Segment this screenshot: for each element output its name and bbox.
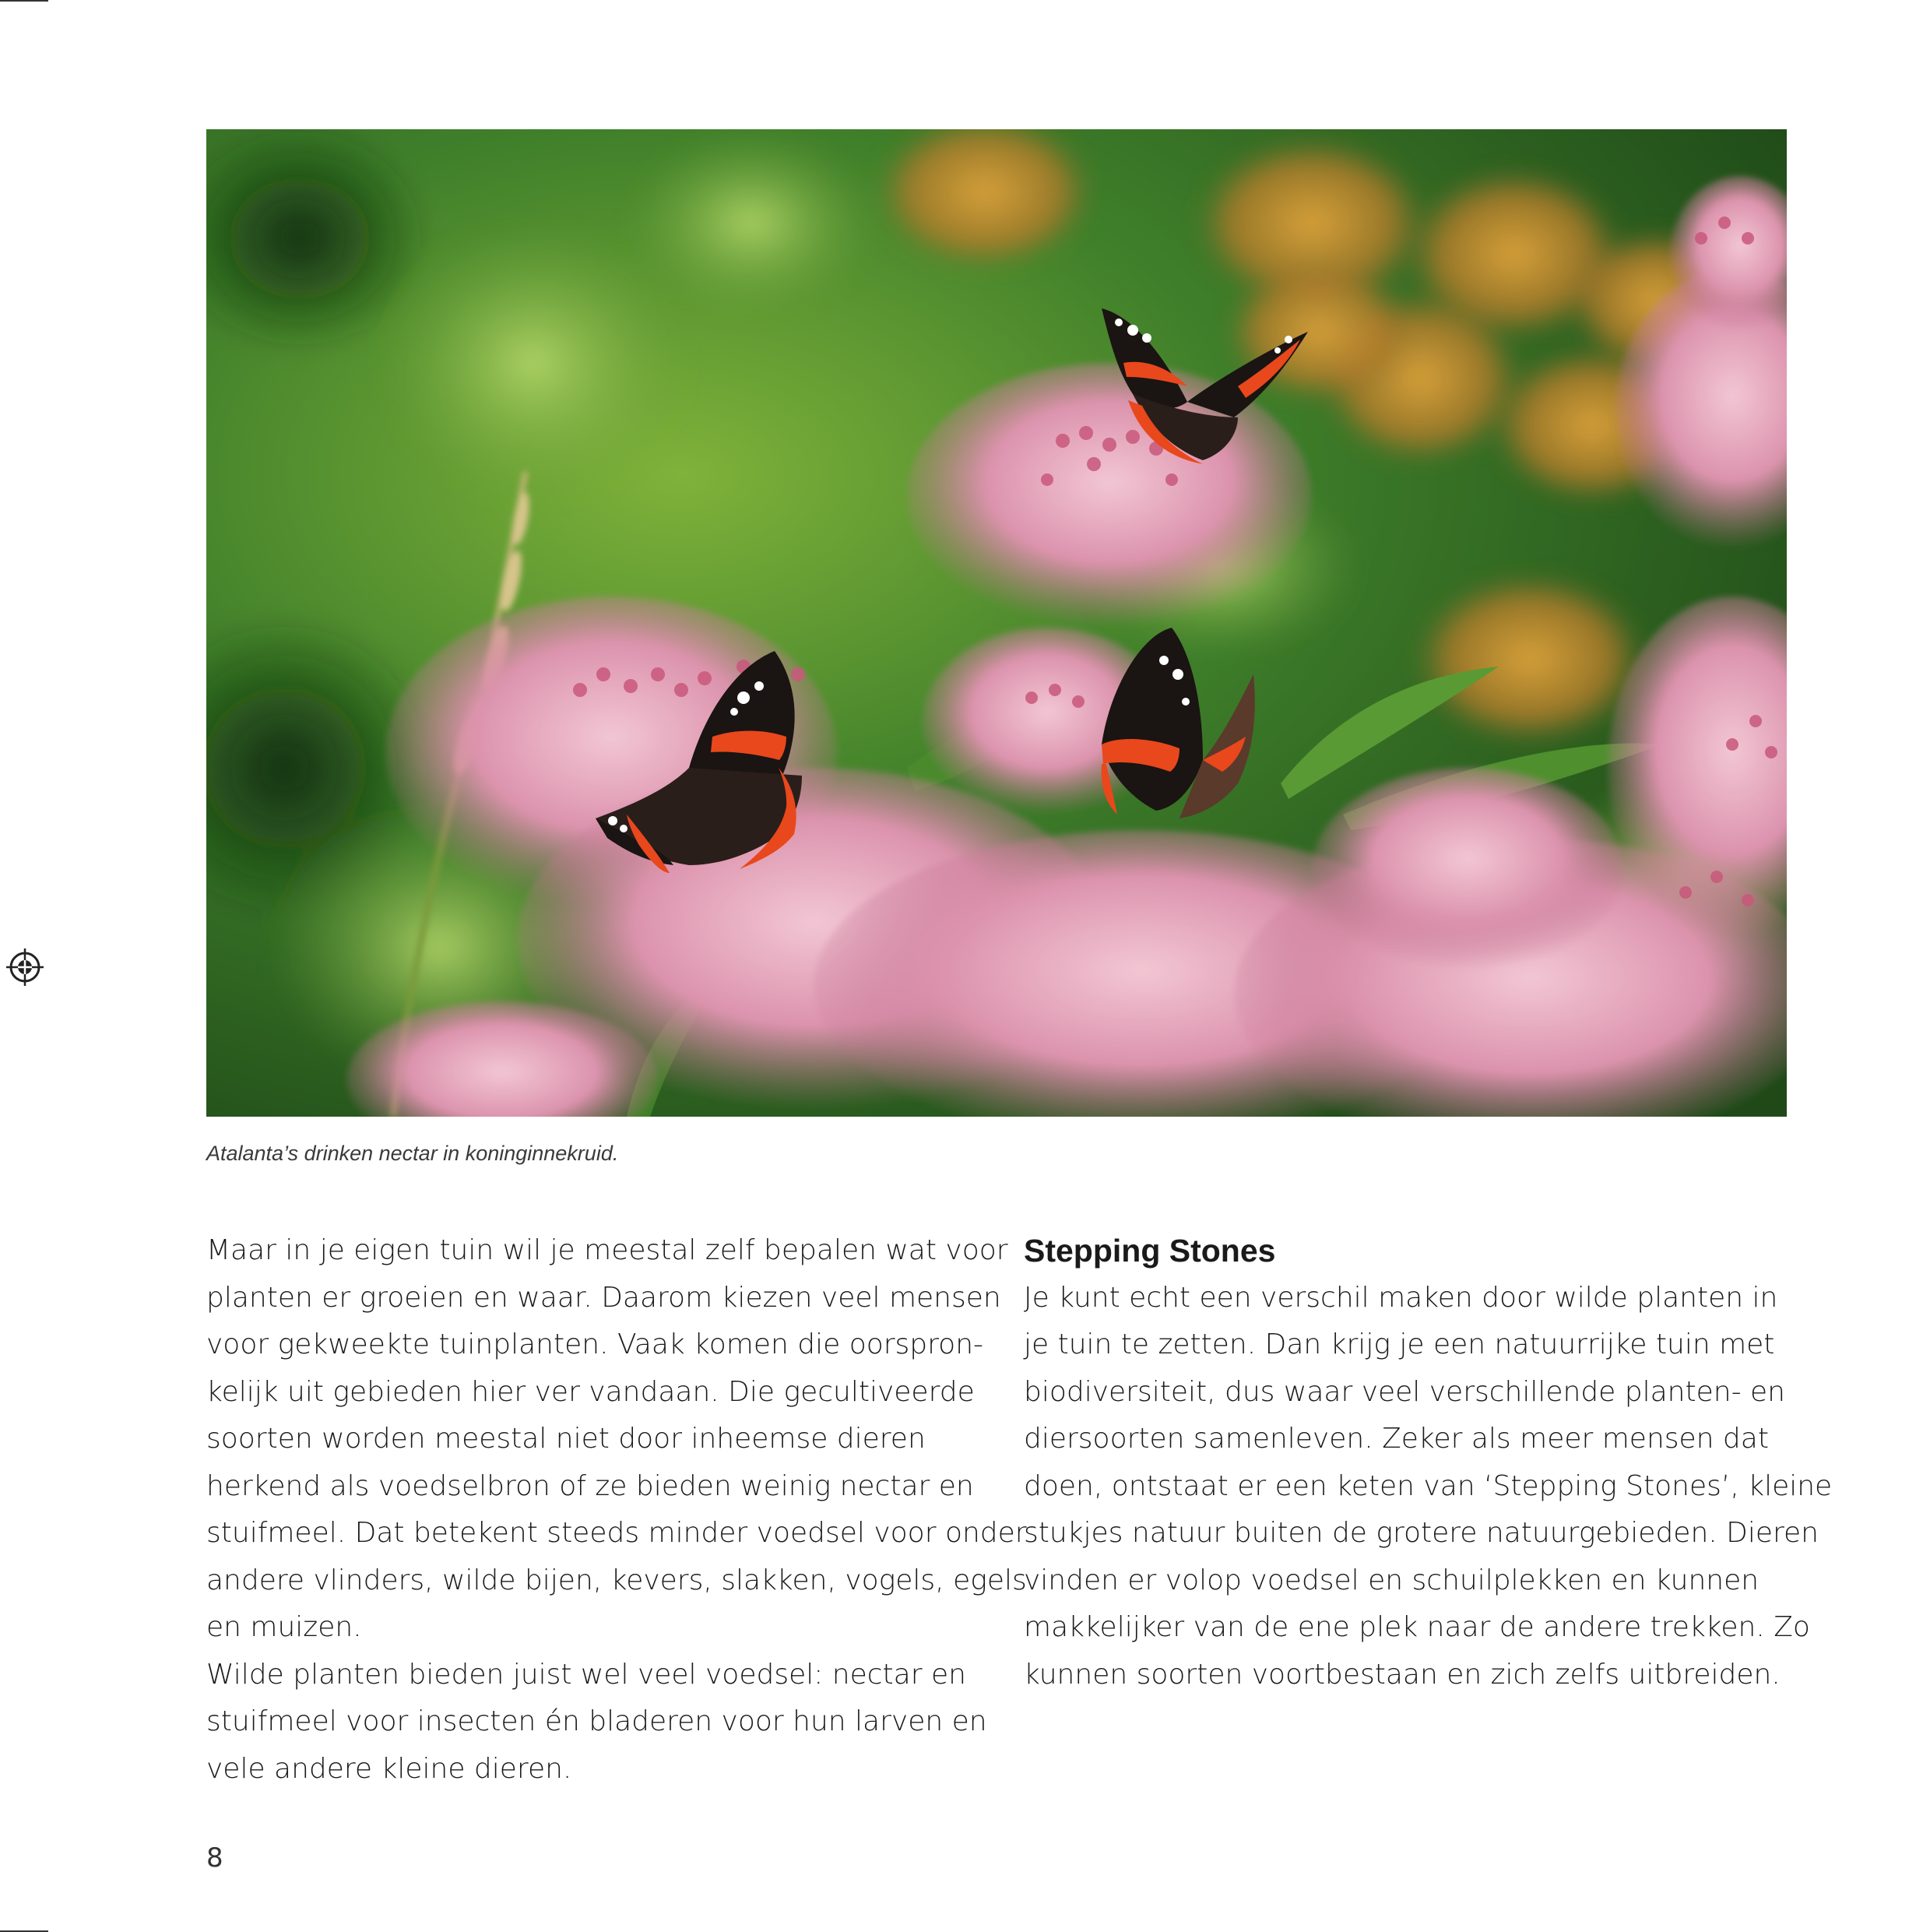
- text-line: andere vlinders, wilde bijen, kevers, slakken, vogels, egels: [206, 1564, 1027, 1596]
- text-line: stuifmeel. Dat betekent steeds minder voedsel voor onder: [206, 1517, 1027, 1549]
- text-line: Je kunt echt een verschil maken door wilde planten in: [1024, 1281, 1778, 1314]
- text-line: je tuin te zetten. Dan krijg je een natuurrijke tuin met: [1024, 1328, 1775, 1360]
- left-column: [206, 1227, 1027, 1793]
- paragraph-wild-plants: [206, 1652, 987, 1793]
- text-line: Maar in je eigen tuin wil je meestal zelf bepalen wat voor: [206, 1234, 1008, 1266]
- text-line: stukjes natuur buiten de grotere natuurgebieden. Dieren: [1024, 1517, 1819, 1549]
- text-line: diersoorten samenleven. Zeker als meer mensen dat: [1024, 1423, 1769, 1455]
- page-number: 8: [206, 1842, 223, 1874]
- text-line: doen, ontstaat er een keten van ‘Stepping Stones’, kleine: [1024, 1469, 1833, 1502]
- text-line: vele andere kleine dieren.: [206, 1752, 572, 1785]
- text-line: biodiversiteit, dus waar veel verschillende planten- en: [1024, 1375, 1785, 1408]
- paragraph-garden-plants: [206, 1227, 1027, 1652]
- text-line: vinden er volop voedsel en schuilplekken en kunnen: [1024, 1564, 1760, 1596]
- text-line: Wilde planten bieden juist wel veel voedsel: nectar en: [206, 1658, 966, 1691]
- paragraph-stepping-stones: [1024, 1275, 1833, 1699]
- registration-mark-icon: [6, 948, 44, 986]
- crop-mark-top: [0, 0, 48, 2]
- text-line: soorten worden meestal niet door inheemse dieren: [206, 1423, 926, 1455]
- text-line: planten er groeien en waar. Daarom kiezen veel mensen: [206, 1281, 1001, 1314]
- text-line: kunnen soorten voortbestaan en zich zelfs uitbreiden.: [1024, 1658, 1781, 1691]
- text-line: stuifmeel voor insecten én bladeren voor hun larven en: [206, 1705, 987, 1737]
- text-line: en muizen.: [206, 1611, 362, 1643]
- right-column: [1024, 1227, 1833, 1698]
- text-line: makkelijker van de ene plek naar de andere trekken. Zo: [1024, 1611, 1810, 1643]
- text-line: kelijk uit gebieden hier ver vandaan. Die gecultiveerde: [206, 1375, 975, 1408]
- butterflies-photo: [206, 129, 1787, 1117]
- text-line: voor gekweekte tuinplanten. Vaak komen die oorspron-: [206, 1328, 983, 1360]
- photo-caption: Atalanta’s drinken nectar in koninginnekruid.: [206, 1142, 619, 1165]
- section-heading: Stepping Stones: [1024, 1233, 1276, 1269]
- text-line: herkend als voedselbron of ze bieden weinig nectar en: [206, 1469, 974, 1502]
